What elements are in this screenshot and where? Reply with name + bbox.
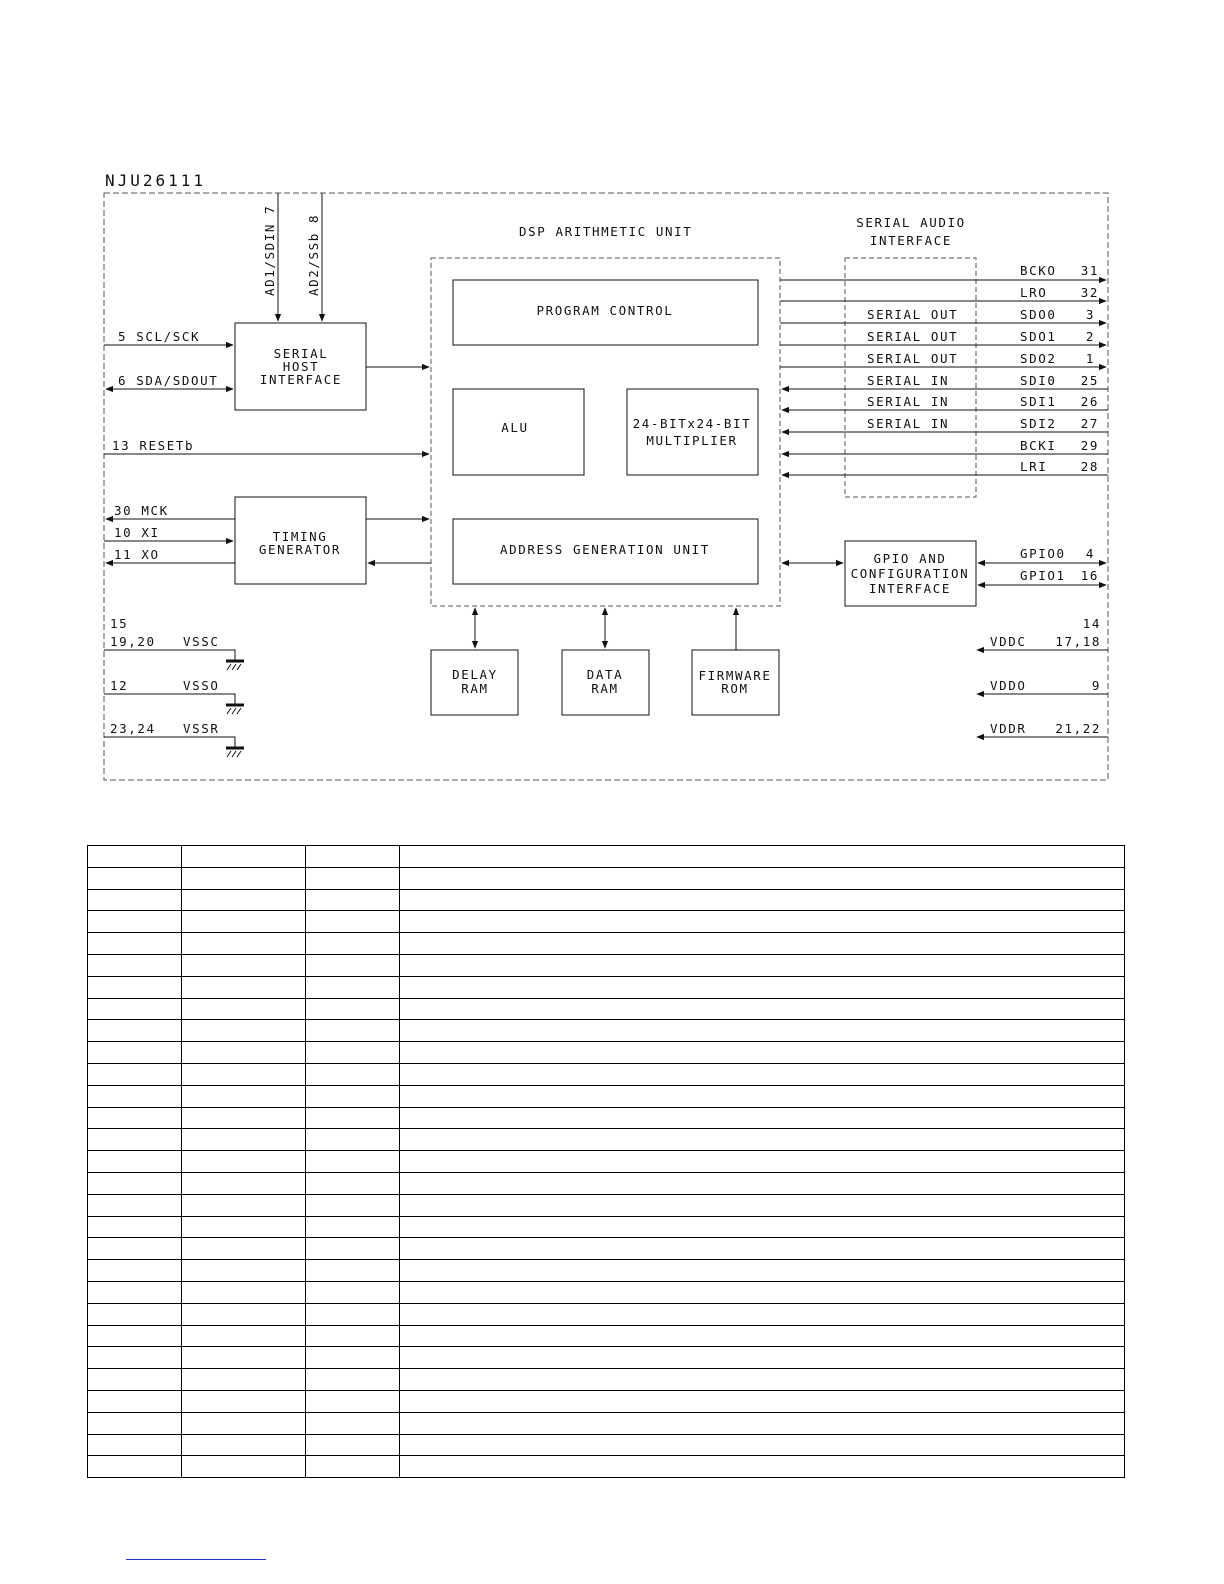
- pin-bcki-num: 29: [1080, 438, 1099, 453]
- table-cell: [306, 998, 400, 1020]
- table-cell: [400, 1303, 1125, 1325]
- table-cell: [400, 954, 1125, 976]
- vssc-name: VSSC: [183, 634, 220, 649]
- table-cell: [400, 1325, 1125, 1347]
- sdi2-func: SERIAL IN: [867, 416, 950, 431]
- table-cell: [400, 1107, 1125, 1129]
- table-cell: [306, 846, 400, 868]
- vssr-ground-icon: [226, 748, 244, 757]
- table-cell: [88, 1020, 182, 1042]
- vddr-pins: 21,22: [1055, 721, 1101, 736]
- agu-label: ADDRESS GENERATION UNIT: [500, 542, 710, 557]
- table-cell: [400, 1042, 1125, 1064]
- table-row: [88, 1042, 1125, 1064]
- table-cell: [306, 1303, 400, 1325]
- vddc-pin-14: 14: [1082, 616, 1101, 631]
- table-cell: [182, 1347, 306, 1369]
- table-cell: [88, 954, 182, 976]
- sdi1-func: SERIAL IN: [867, 394, 950, 409]
- table-cell: [182, 1369, 306, 1391]
- table-row: [88, 1238, 1125, 1260]
- pin-sdo2-name: SDO2: [1020, 351, 1057, 366]
- ad1-sdin-label: AD1/SDIN 7: [262, 204, 277, 296]
- ground-pins: [104, 616, 244, 757]
- table-cell: [182, 1238, 306, 1260]
- table-row: [88, 1390, 1125, 1412]
- power-pins: [977, 616, 1108, 737]
- vssc-line: [104, 650, 235, 660]
- table-cell: [400, 1063, 1125, 1085]
- table-cell: [182, 1194, 306, 1216]
- table-cell: [182, 1303, 306, 1325]
- sdi0-func: SERIAL IN: [867, 373, 950, 388]
- table-cell: [182, 1434, 306, 1456]
- table-cell: [306, 1151, 400, 1173]
- pin-xo-label: 11 XO: [114, 547, 160, 562]
- vssr-name: VSSR: [183, 721, 220, 736]
- table-cell: [400, 846, 1125, 868]
- table-cell: [88, 1151, 182, 1173]
- table-cell: [182, 998, 306, 1020]
- table-cell: [88, 1456, 182, 1478]
- table-cell: [88, 1369, 182, 1391]
- pin-sdi0-num: 25: [1080, 373, 1099, 388]
- table-cell: [182, 976, 306, 998]
- table-cell: [400, 998, 1125, 1020]
- table-cell: [400, 933, 1125, 955]
- vddr-name: VDDR: [990, 721, 1027, 736]
- table-cell: [306, 1063, 400, 1085]
- table-cell: [88, 1216, 182, 1238]
- pin-sdi0-name: SDI0: [1020, 373, 1057, 388]
- vssc-pin-extra: 19,20: [110, 634, 156, 649]
- vsso-line: [104, 694, 235, 704]
- footer-link-underline[interactable]: [126, 1559, 266, 1560]
- table-cell: [400, 1281, 1125, 1303]
- table-cell: [400, 1238, 1125, 1260]
- table-row: [88, 1347, 1125, 1369]
- table-cell: [306, 1281, 400, 1303]
- table-cell: [182, 1020, 306, 1042]
- pin-sdo2-num: 1: [1085, 351, 1095, 366]
- pin-sdo1-name: SDO1: [1020, 329, 1057, 344]
- shi-label-3: INTERFACE: [259, 372, 343, 387]
- table-cell: [306, 867, 400, 889]
- vddc-name: VDDC: [990, 634, 1027, 649]
- table-cell: [306, 1260, 400, 1282]
- vddo-name: VDDO: [990, 678, 1027, 693]
- table-row: [88, 1325, 1125, 1347]
- table-cell: [182, 1281, 306, 1303]
- pin-gpio0-name: GPIO0: [1020, 546, 1066, 561]
- table-cell: [88, 1303, 182, 1325]
- pin-sda-label: 6 SDA/SDOUT: [118, 373, 219, 388]
- table-row: [88, 1260, 1125, 1282]
- vssr-pin: 23,24: [110, 721, 156, 736]
- table-cell: [306, 1020, 400, 1042]
- table-cell: [88, 998, 182, 1020]
- table-cell: [306, 1412, 400, 1434]
- table-cell: [88, 867, 182, 889]
- table-cell: [88, 846, 182, 868]
- table-cell: [306, 954, 400, 976]
- table-cell: [306, 911, 400, 933]
- table-row: [88, 846, 1125, 868]
- tg-label-2: GENERATOR: [258, 542, 342, 557]
- vsso-name: VSSO: [183, 678, 220, 693]
- dsp-unit-label: DSP ARITHMETIC UNIT: [519, 224, 693, 239]
- table-cell: [306, 1390, 400, 1412]
- tg-label-1: TIMING: [272, 529, 328, 544]
- table-cell: [400, 1434, 1125, 1456]
- table-row: [88, 1412, 1125, 1434]
- table-cell: [88, 1325, 182, 1347]
- table-cell: [306, 889, 400, 911]
- table-cell: [400, 867, 1125, 889]
- gpio-label-2: CONFIGURATION: [850, 566, 970, 581]
- table-cell: [306, 1434, 400, 1456]
- sdo0-func: SERIAL OUT: [867, 307, 959, 322]
- table-row: [88, 1303, 1125, 1325]
- shi-label-2: HOST: [282, 359, 320, 374]
- table-cell: [306, 1347, 400, 1369]
- table-cell: [306, 1172, 400, 1194]
- table-cell: [306, 1238, 400, 1260]
- vddo-pins: 9: [1091, 678, 1101, 693]
- table-cell: [400, 1020, 1125, 1042]
- table-cell: [182, 911, 306, 933]
- table-cell: [88, 911, 182, 933]
- vssc-pin-15: 15: [110, 616, 129, 631]
- gpio-label-3: INTERFACE: [868, 581, 952, 596]
- table-cell: [88, 1042, 182, 1064]
- sdo2-func: SERIAL OUT: [867, 351, 959, 366]
- pin-lri-num: 28: [1080, 459, 1099, 474]
- pin-gpio0-num: 4: [1085, 546, 1095, 561]
- ad2-ssb-label: AD2/SSb 8: [306, 213, 321, 296]
- table-row: [88, 933, 1125, 955]
- table-cell: [88, 1085, 182, 1107]
- table-cell: [400, 1369, 1125, 1391]
- table-cell: [400, 1390, 1125, 1412]
- pin-lro-num: 32: [1080, 285, 1099, 300]
- table-cell: [88, 1172, 182, 1194]
- table-cell: [88, 1347, 182, 1369]
- table-cell: [182, 1107, 306, 1129]
- sai-label-1: SERIAL AUDIO: [856, 215, 966, 230]
- table-cell: [88, 1129, 182, 1151]
- pin-bcko-name: BCKO: [1020, 263, 1057, 278]
- table-row: [88, 1129, 1125, 1151]
- table-cell: [306, 1194, 400, 1216]
- table-row: [88, 867, 1125, 889]
- table-cell: [182, 1085, 306, 1107]
- table-row: [88, 889, 1125, 911]
- table-cell: [400, 1194, 1125, 1216]
- data-ram-label-2: RAM: [591, 681, 619, 696]
- table-cell: [88, 1412, 182, 1434]
- table-row: [88, 1020, 1125, 1042]
- table-cell: [182, 1412, 306, 1434]
- table-cell: [400, 1216, 1125, 1238]
- table-cell: [182, 1216, 306, 1238]
- table-cell: [306, 1107, 400, 1129]
- table-cell: [182, 889, 306, 911]
- table-cell: [306, 1325, 400, 1347]
- multiplier-block: [627, 389, 758, 475]
- vddc-pins: 17,18: [1055, 634, 1101, 649]
- pin-sdi1-name: SDI1: [1020, 394, 1057, 409]
- table-cell: [400, 1412, 1125, 1434]
- table-row: [88, 1456, 1125, 1478]
- pin-sdi2-num: 27: [1080, 416, 1099, 431]
- table-row: [88, 1216, 1125, 1238]
- pin-sdi2-name: SDI2: [1020, 416, 1057, 431]
- pin-scl-label: 5 SCL/SCK: [118, 329, 201, 344]
- table-cell: [400, 1085, 1125, 1107]
- table-cell: [88, 933, 182, 955]
- table-cell: [88, 976, 182, 998]
- table-cell: [182, 1151, 306, 1173]
- table-cell: [88, 889, 182, 911]
- table-row: [88, 998, 1125, 1020]
- pin-resetb-label: 13 RESETb: [112, 438, 195, 453]
- delay-ram-label-2: RAM: [461, 681, 489, 696]
- table-cell: [306, 1085, 400, 1107]
- multiplier-label-1: 24-BITx24-BIT: [632, 416, 752, 431]
- pin-bcko-num: 31: [1080, 263, 1099, 278]
- table-cell: [400, 1129, 1125, 1151]
- pin-sdo0-name: SDO0: [1020, 307, 1057, 322]
- table-cell: [182, 1172, 306, 1194]
- alu-label: ALU: [501, 420, 529, 435]
- table-cell: [306, 933, 400, 955]
- serial-audio-pins: [780, 263, 1108, 475]
- table-row: [88, 1281, 1125, 1303]
- pin-gpio1-num: 16: [1080, 568, 1099, 583]
- pin-lro-name: LRO: [1020, 285, 1048, 300]
- firmware-rom-label-1: FIRMWARE: [698, 668, 772, 683]
- table-cell: [88, 1281, 182, 1303]
- program-control-label: PROGRAM CONTROL: [536, 303, 674, 318]
- table-cell: [182, 1390, 306, 1412]
- table-cell: [400, 1260, 1125, 1282]
- table-cell: [88, 1238, 182, 1260]
- table-cell: [400, 976, 1125, 998]
- pin-xi-label: 10 XI: [114, 525, 160, 540]
- vssc-ground-icon: [226, 661, 244, 670]
- sdo1-func: SERIAL OUT: [867, 329, 959, 344]
- table-row: [88, 1369, 1125, 1391]
- table-cell: [88, 1107, 182, 1129]
- table-cell: [88, 1063, 182, 1085]
- firmware-rom-label-2: ROM: [721, 681, 749, 696]
- vsso-ground-icon: [226, 705, 244, 714]
- table-cell: [182, 1063, 306, 1085]
- table-cell: [306, 1042, 400, 1064]
- chip-name: NJU26111: [105, 171, 207, 190]
- table-cell: [182, 1042, 306, 1064]
- table-row: [88, 1194, 1125, 1216]
- data-ram-label-1: DATA: [586, 667, 624, 682]
- sai-label-2: INTERFACE: [869, 233, 953, 248]
- table-cell: [182, 1260, 306, 1282]
- table-row: [88, 1151, 1125, 1173]
- pin-lri-name: LRI: [1020, 459, 1048, 474]
- table-cell: [306, 1216, 400, 1238]
- table-cell: [400, 911, 1125, 933]
- table-cell: [306, 1129, 400, 1151]
- table-row: [88, 1063, 1125, 1085]
- table-cell: [400, 1151, 1125, 1173]
- multiplier-label-2: MULTIPLIER: [646, 433, 738, 448]
- table-row: [88, 1107, 1125, 1129]
- table-cell: [182, 1129, 306, 1151]
- pin-table-body: [88, 846, 1125, 1478]
- pin-gpio1-name: GPIO1: [1020, 568, 1066, 583]
- table-row: [88, 954, 1125, 976]
- table-row: [88, 1085, 1125, 1107]
- table-cell: [400, 1347, 1125, 1369]
- table-row: [88, 1172, 1125, 1194]
- pin-sdi1-num: 26: [1080, 394, 1099, 409]
- table-cell: [400, 889, 1125, 911]
- table-cell: [306, 1456, 400, 1478]
- pin-mck-label: 30 MCK: [114, 503, 169, 518]
- table-cell: [182, 1456, 306, 1478]
- table-cell: [182, 933, 306, 955]
- table-cell: [182, 954, 306, 976]
- table-cell: [182, 1325, 306, 1347]
- table-cell: [88, 1194, 182, 1216]
- table-row: [88, 976, 1125, 998]
- table-row: [88, 911, 1125, 933]
- table-cell: [400, 1456, 1125, 1478]
- table-cell: [88, 1434, 182, 1456]
- vsso-pin: 12: [110, 678, 129, 693]
- pin-description-table: [87, 845, 1125, 1478]
- pin-sdo1-num: 2: [1085, 329, 1095, 344]
- gpio-label-1: GPIO AND: [873, 551, 947, 566]
- table-cell: [88, 1260, 182, 1282]
- vssr-line: [104, 737, 235, 747]
- table-row: [88, 1434, 1125, 1456]
- pin-sdo0-num: 3: [1085, 307, 1095, 322]
- shi-label-1: SERIAL: [273, 346, 329, 361]
- table-cell: [182, 846, 306, 868]
- pin-bcki-name: BCKI: [1020, 438, 1057, 453]
- delay-ram-label-1: DELAY: [452, 667, 498, 682]
- table-cell: [182, 867, 306, 889]
- table-cell: [306, 1369, 400, 1391]
- table-cell: [88, 1390, 182, 1412]
- table-cell: [306, 976, 400, 998]
- table-cell: [400, 1172, 1125, 1194]
